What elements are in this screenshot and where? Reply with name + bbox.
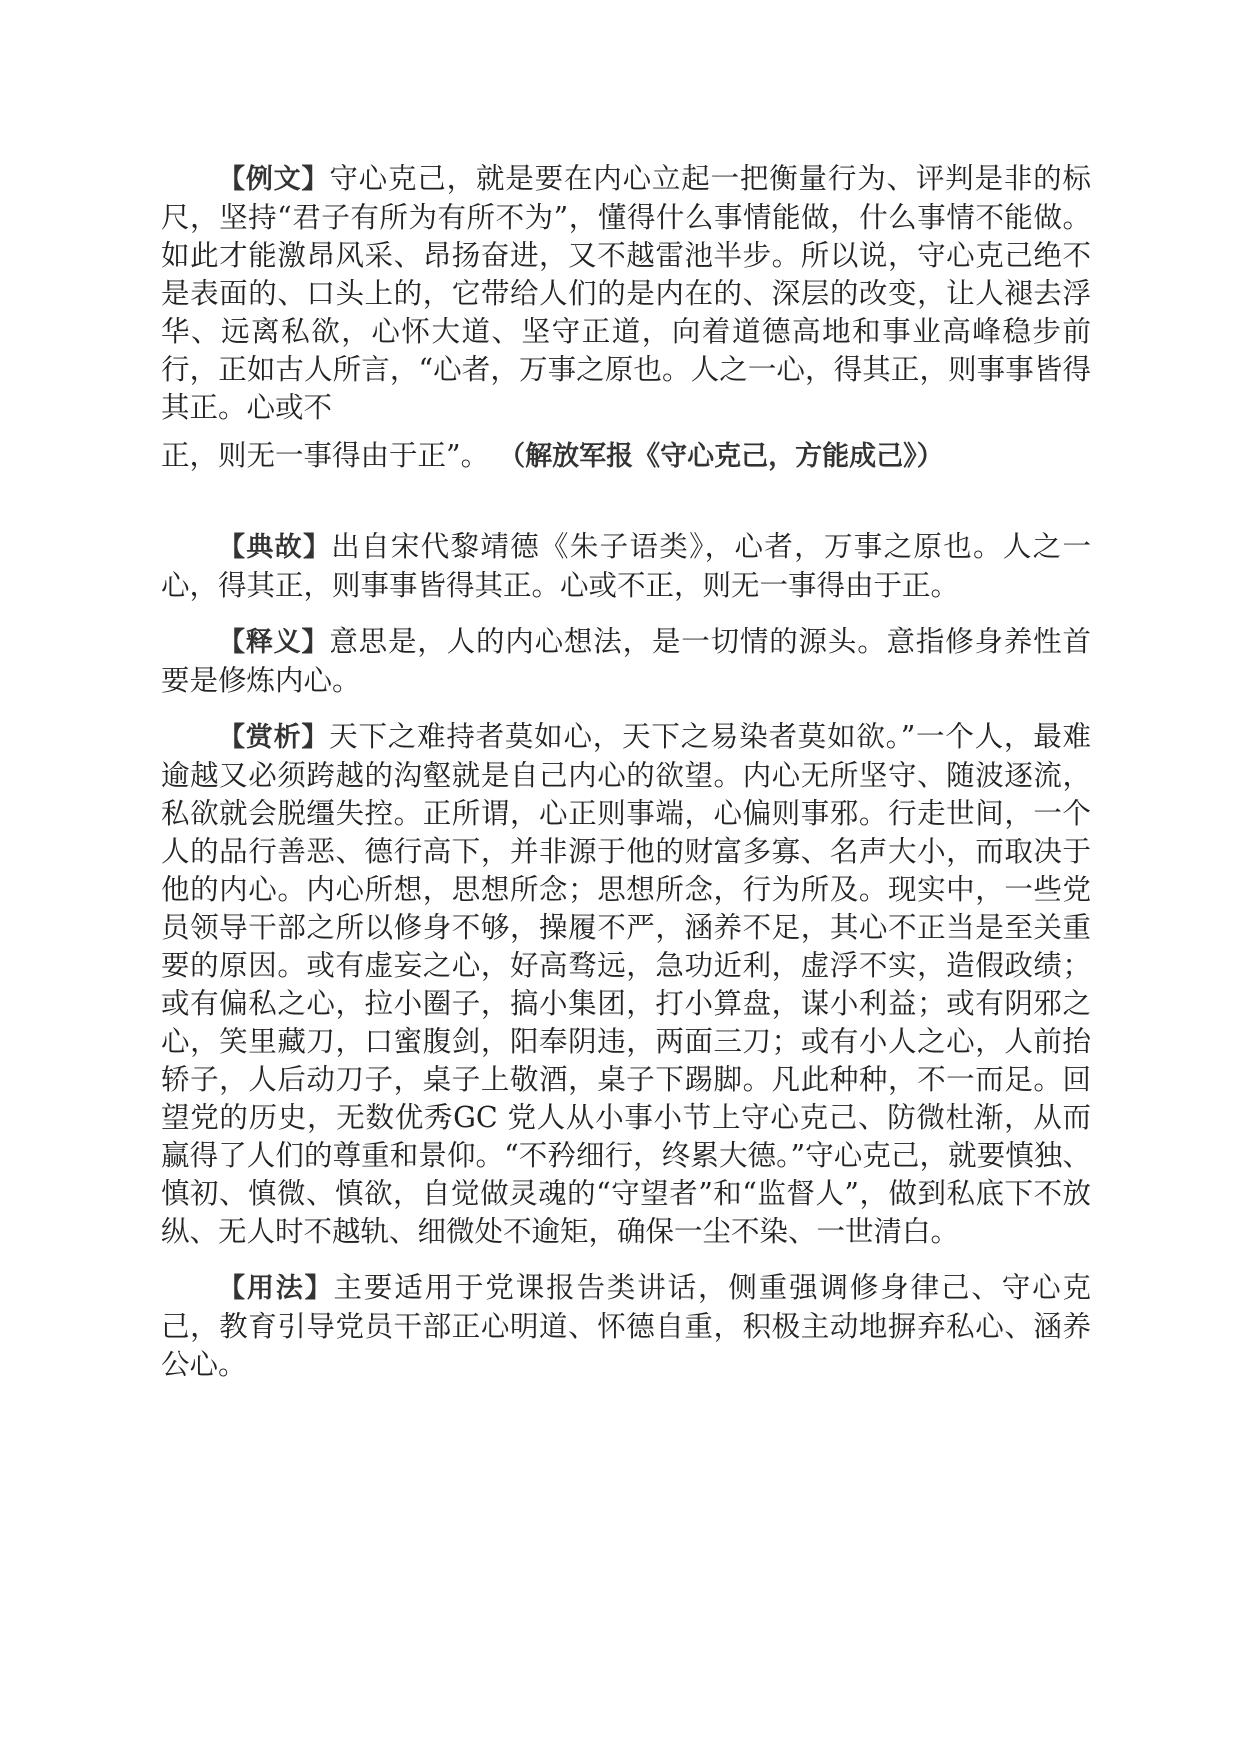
meaning-text: 意思是，人的内心想法，是一切情的源头。意指修身养性首要是修炼内心。: [161, 625, 1091, 697]
allusion-label: 【典故】: [218, 532, 332, 563]
appreciation-paragraph: [161, 718, 1091, 1251]
meaning-paragraph: [161, 623, 1091, 700]
usage-label: 【用法】: [218, 1273, 334, 1304]
example-label: 【例文】: [218, 164, 330, 195]
allusion-paragraph: [161, 528, 1091, 605]
example-text: 守心克己，就是要在内心立起一把衡量行为、评判是非的标尺，坚持“君子有所为有所不为”，懂得什么事情能做，什么事情不能做。如此才能激昂风采、昂扬奋进，又不越雷池半步。所以说，守心克己绝不是表面的、口头上的，它带给人们的是内在的、深层的改变，让人褪去浮华、远离私欲，心怀大道、坚守正道，向着道德高地和事业高峰稳步前行，正如古人所言，“心者，万事之原也。人之一心，得其正，则事事皆得其正。心或不: [161, 162, 1091, 424]
usage-text: 主要适用于党课报告类讲话，侧重强调修身律己、守心克己，教育引导党员干部正心明道、怀德自重，积极主动地摒弃私心、涵养公心。: [161, 1271, 1091, 1381]
appreciation-text: 天下之难持者莫如心，天下之易染者莫如欲。”一个人，最难逾越又必须跨越的沟壑就是自己内心的欲望。内心无所坚守、随波逐流，私欲就会脱缰失控。正所谓，心正则事端，心偏则事邪。行走世间，一个人的品行善恶、德行高下，并非源于他的财富多寡、名声大小，而取决于他的内心。内心所想，思想所念；思想所念，行为所及。现实中，一些党员领导干部之所以修身不够，操履不严，涵养不足，其心不正当是至关重要的原因。或有虚妄之心，好高骛远，急功近利，虚浮不实，造假政绩；或有偏私之心，拉小圈子，搞小集团，打小算盘，谋小利益；或有阴邪之心，笑里藏刀，口蜜腹剑，阳奉阴违，两面三刀；或有小人之心，人前抬轿子，人后动刀子，桌子上敬酒，桌子下踢脚。凡此种种，不一而足。回望党的历史，无数优秀GC 党人从小事小节上守心克己、防微杜渐，从而赢得了人们的尊重和景仰。“不矜细行，终累大德。”守心克己，就要慎独、慎初、慎微、慎欲，自觉做灵魂的“守望者”和“监督人”，做到私底下不放纵、无人时不越轨、细微处不逾矩，确保一尘不染、一世清白。: [161, 720, 1091, 1248]
example-source: （解放军报《守心克己，方能成己》）: [498, 441, 944, 472]
meaning-label: 【释义】: [218, 627, 330, 658]
allusion-text: 出自宋代黎靖德《朱子语类》，心者，万事之原也。人之一心，得其正，则事事皆得其正。心或不正，则无一事得由于正。: [161, 530, 1091, 602]
example-tail-line: [161, 437, 1091, 476]
example-paragraph: [161, 160, 1091, 476]
document-body: [161, 160, 1091, 1384]
appreciation-label: 【赏析】: [218, 722, 330, 753]
usage-paragraph: [161, 1269, 1091, 1384]
example-text-tail: 正，则无一事得由于正”。: [161, 439, 490, 472]
